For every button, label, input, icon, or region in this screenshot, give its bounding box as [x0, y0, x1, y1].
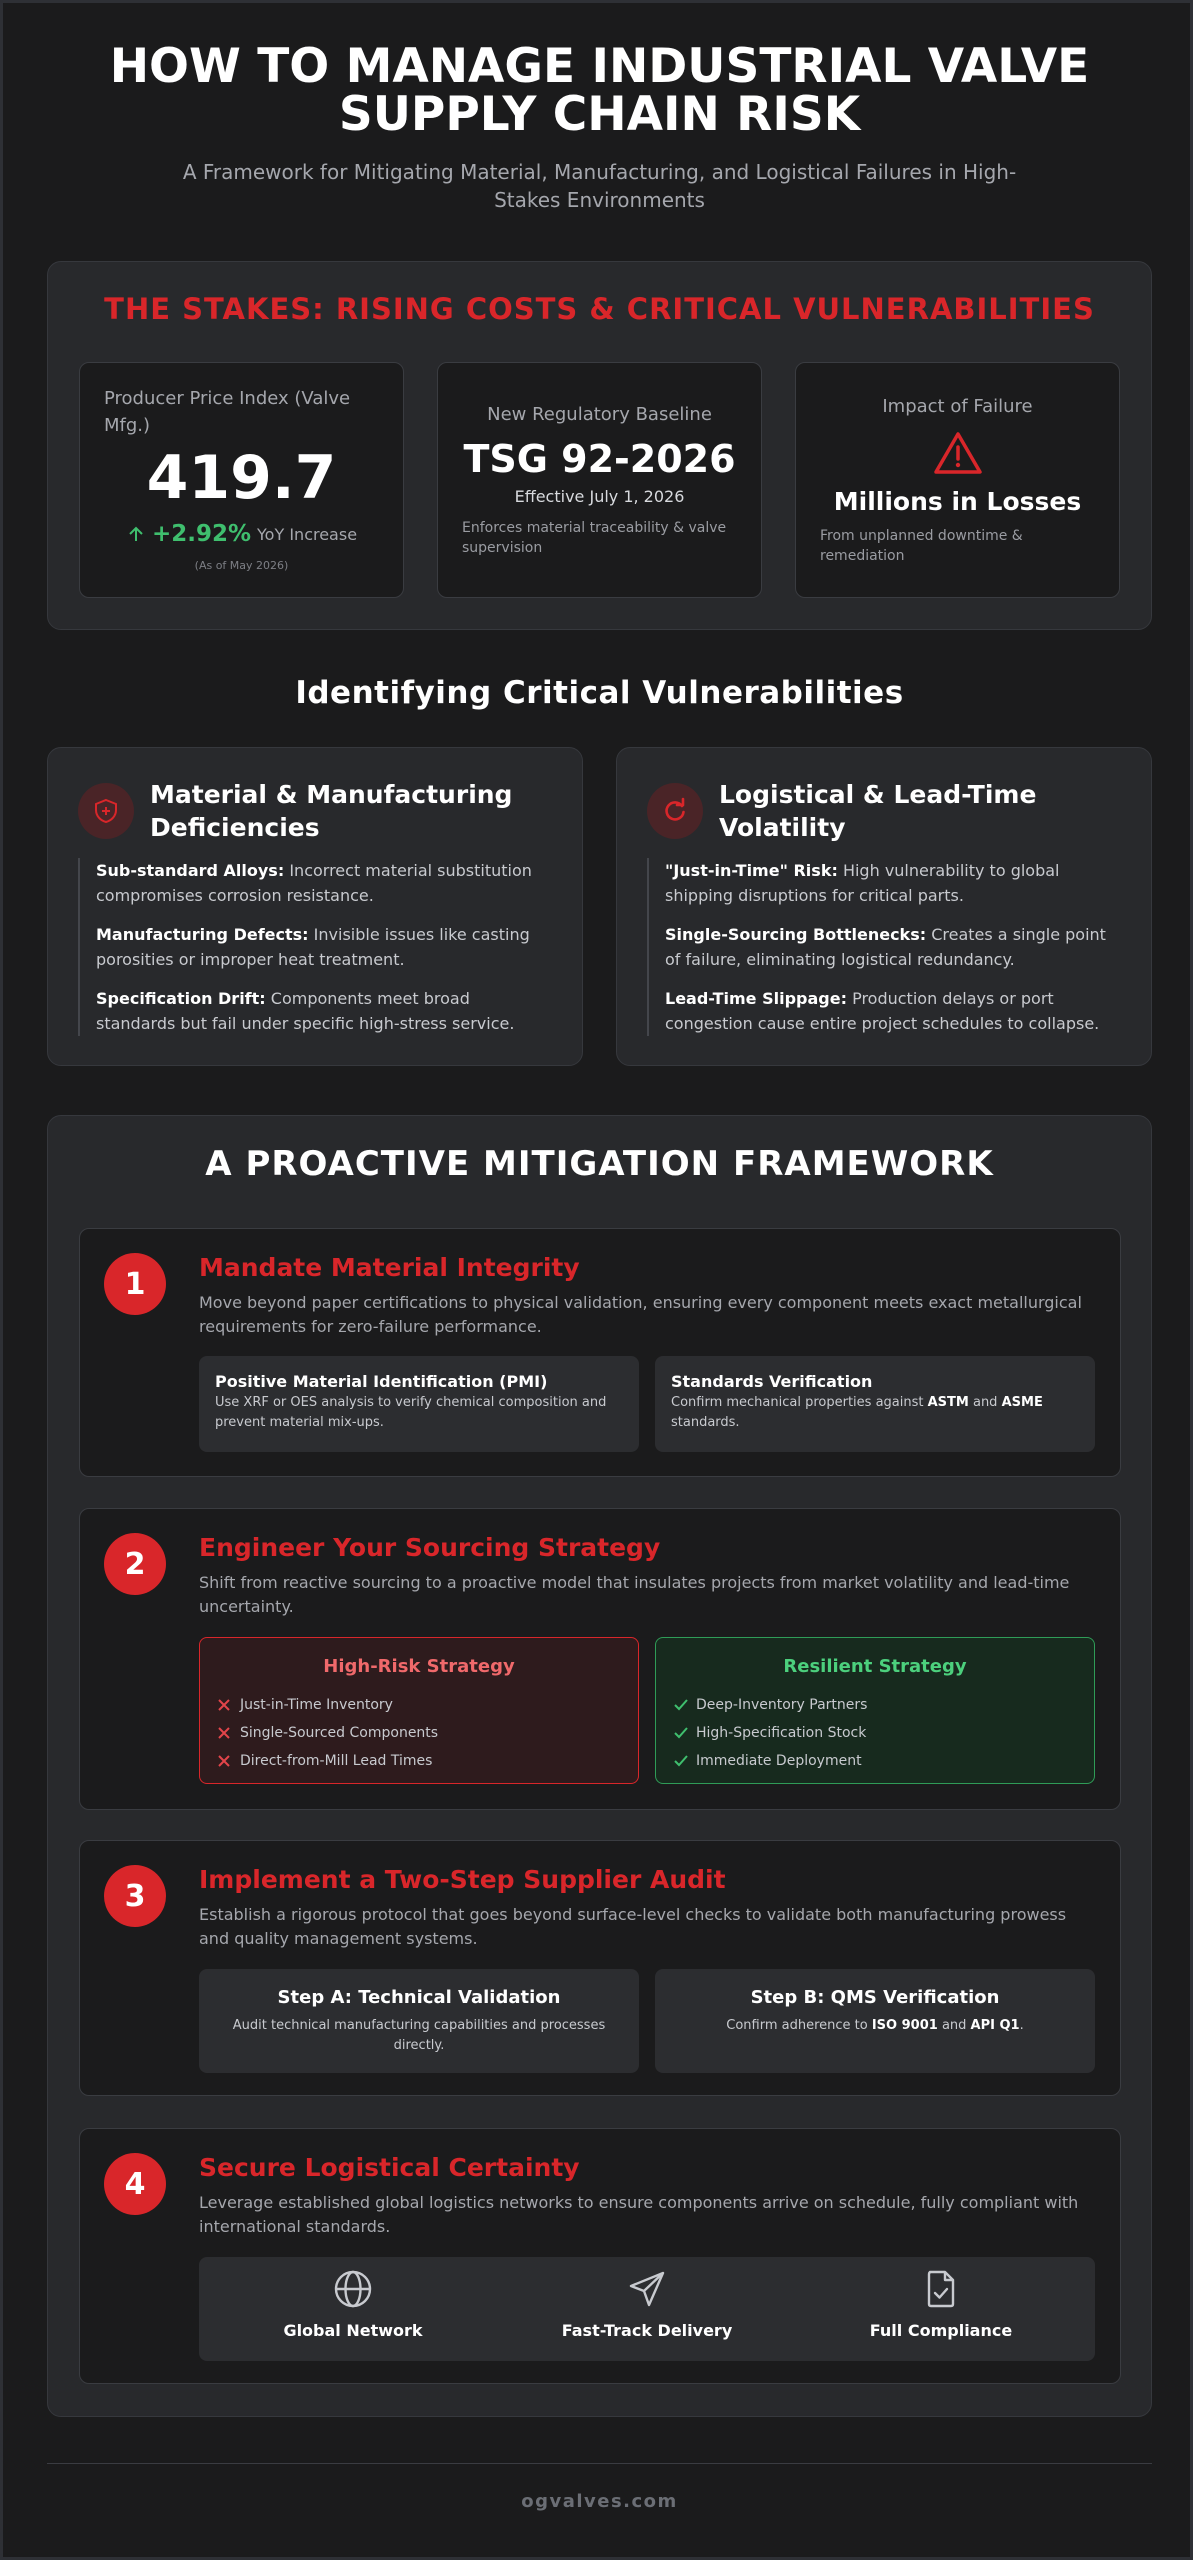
paper-plane-icon [501, 2269, 793, 2313]
step-title: Implement a Two-Step Supplier Audit [199, 1865, 726, 1894]
vulnerability-list [78, 858, 552, 1036]
list-item: Manufacturing Defects: Invisible issues like casting porosities or improper heat treatment. [96, 925, 530, 969]
sub-desc: Audit technical manufacturing capabilities and processes directly. [232, 2018, 606, 2053]
pmi-box [199, 1356, 639, 1452]
failure-card [795, 362, 1120, 598]
page-subtitle: A Framework for Mitigating Material, Manufacturing, and Logistical Failures in High-Stakes Environments [182, 160, 1017, 212]
step-desc: Establish a rigorous protocol that goes beyond surface-level checks to validate both manufacturing prowess and quality management systems. [199, 1905, 1067, 1948]
step-desc: Move beyond paper certifications to physical validation, ensuring every component meets exact metallurgical requirements for zero-failure performance. [199, 1293, 1082, 1336]
x-icon [218, 1727, 240, 1739]
ppi-change-row [80, 521, 403, 547]
resilient-list [656, 1691, 1094, 1775]
list-item: Single-Sourced Components [218, 1719, 638, 1747]
sub-desc: Confirm adherence to ISO 9001 and API Q1. [726, 2018, 1024, 2033]
globe-icon [207, 2269, 499, 2313]
arrow-up-icon [126, 524, 146, 544]
sub-title: Step A: Technical Validation [277, 1987, 561, 2008]
step-card-2 [79, 1508, 1121, 1810]
sub-desc: Use XRF or OES analysis to verify chemical composition and prevent material mix-ups. [215, 1395, 607, 1430]
step-number: 3 [104, 1865, 166, 1927]
list-item: Just-in-Time Inventory [218, 1691, 638, 1719]
warning-icon [796, 431, 1119, 479]
step-title: Engineer Your Sourcing Strategy [199, 1533, 661, 1562]
feature-label: Global Network [283, 2321, 423, 2340]
vulnerability-list [647, 858, 1121, 1036]
vulnerability-title: Material & Manufacturing Deficiencies [150, 780, 513, 842]
ppi-label: Producer Price Index (Valve Mfg.) [104, 388, 351, 436]
regulation-value: TSG 92-2026 [463, 437, 736, 481]
ppi-change: +2.92% [151, 521, 252, 547]
standards-box [655, 1356, 1095, 1452]
list-item: Specification Drift: Components meet broad standards but fail under specific high-stress service. [96, 989, 515, 1033]
list-item: Lead-Time Slippage: Production delays or port congestion cause entire project schedules to collapse. [665, 989, 1100, 1033]
failure-value: Millions in Losses [833, 487, 1082, 516]
sub-title: Standards Verification [671, 1372, 873, 1391]
list-item: "Just-in-Time" Risk: High vulnerability to global shipping disruptions for critical parts. [665, 861, 1060, 905]
sub-title: Step B: QMS Verification [750, 1987, 1000, 2008]
footer-divider [47, 2463, 1152, 2464]
sub-title: Positive Material Identification (PMI) [215, 1372, 548, 1391]
vulnerability-title: Logistical & Lead-Time Volatility [719, 780, 1037, 842]
list-item: Immediate Deployment [674, 1747, 1094, 1775]
step-card-1 [79, 1228, 1121, 1477]
vulnerability-card-material [47, 747, 583, 1066]
qms-verification-box [655, 1969, 1095, 2073]
ppi-value: 419.7 [146, 443, 337, 513]
regulation-card [437, 362, 762, 598]
framework-heading: A PROACTIVE MITIGATION FRAMEWORK [205, 1144, 994, 1184]
stakes-panel [47, 261, 1152, 630]
failure-label: Impact of Failure [882, 396, 1033, 417]
regulation-label: New Regulatory Baseline [487, 404, 712, 425]
step-desc: Leverage established global logistics networks to ensure components arrive on schedule, fully compliant with international standards. [199, 2193, 1079, 2236]
resilient-box [655, 1637, 1095, 1784]
logistics-features [199, 2257, 1095, 2361]
step-number: 4 [104, 2153, 166, 2215]
vulnerabilities-heading: Identifying Critical Vulnerabilities [295, 675, 904, 711]
ppi-note: (As of May 2026) [194, 559, 289, 572]
x-icon [218, 1699, 240, 1711]
refresh-icon [647, 783, 703, 839]
technical-validation-box [199, 1969, 639, 2073]
step-number: 2 [104, 1533, 166, 1595]
stakes-title: THE STAKES: RISING COSTS & CRITICAL VULNERABILITIES [104, 292, 1095, 326]
ppi-change-label: YoY Increase [257, 524, 358, 544]
high-risk-box [199, 1637, 639, 1784]
regulation-desc: Enforces material traceability & valve supervision [462, 520, 727, 556]
step-card-3 [79, 1840, 1121, 2096]
list-item: High-Specification Stock [674, 1719, 1094, 1747]
list-item: Sub-standard Alloys: Incorrect material substitution compromises corrosion resistance. [96, 861, 532, 905]
check-icon [674, 1755, 696, 1767]
resilient-title: Resilient Strategy [783, 1656, 967, 1677]
list-item: Direct-from-Mill Lead Times [218, 1747, 638, 1775]
feature-compliance [795, 2269, 1087, 2340]
step-desc: Shift from reactive sourcing to a proactive model that insulates projects from market volatility and lead-time uncertainty. [199, 1573, 1070, 1616]
x-icon [218, 1755, 240, 1767]
vulnerability-card-logistics [616, 747, 1152, 1066]
step-title: Mandate Material Integrity [199, 1253, 580, 1282]
step-card-4 [79, 2128, 1121, 2384]
file-check-icon [795, 2269, 1087, 2313]
ppi-card [79, 362, 404, 598]
high-risk-list [200, 1691, 638, 1775]
step-number: 1 [104, 1253, 166, 1315]
sub-desc: Confirm mechanical properties against ASTM and ASME standards. [671, 1395, 1043, 1430]
regulation-effective: Effective July 1, 2026 [514, 487, 685, 506]
feature-label: Full Compliance [869, 2321, 1013, 2340]
feature-fast-track [501, 2269, 793, 2340]
list-item: Deep-Inventory Partners [674, 1691, 1094, 1719]
feature-global-network [207, 2269, 499, 2340]
page-title: HOW TO MANAGE INDUSTRIAL VALVE SUPPLY CHAIN RISK [109, 39, 1090, 142]
shield-plus-icon [78, 783, 134, 839]
feature-label: Fast-Track Delivery [561, 2321, 733, 2340]
high-risk-title: High-Risk Strategy [323, 1656, 515, 1677]
check-icon [674, 1699, 696, 1711]
check-icon [674, 1727, 696, 1739]
step-title: Secure Logistical Certainty [199, 2153, 580, 2182]
failure-desc: From unplanned downtime & remediation [820, 528, 1023, 564]
list-item: Single-Sourcing Bottlenecks: Creates a single point of failure, eliminating logistical redundancy. [665, 925, 1106, 969]
footer-site[interactable]: ogvalves.com [521, 2491, 678, 2512]
framework-panel [47, 1115, 1152, 2417]
